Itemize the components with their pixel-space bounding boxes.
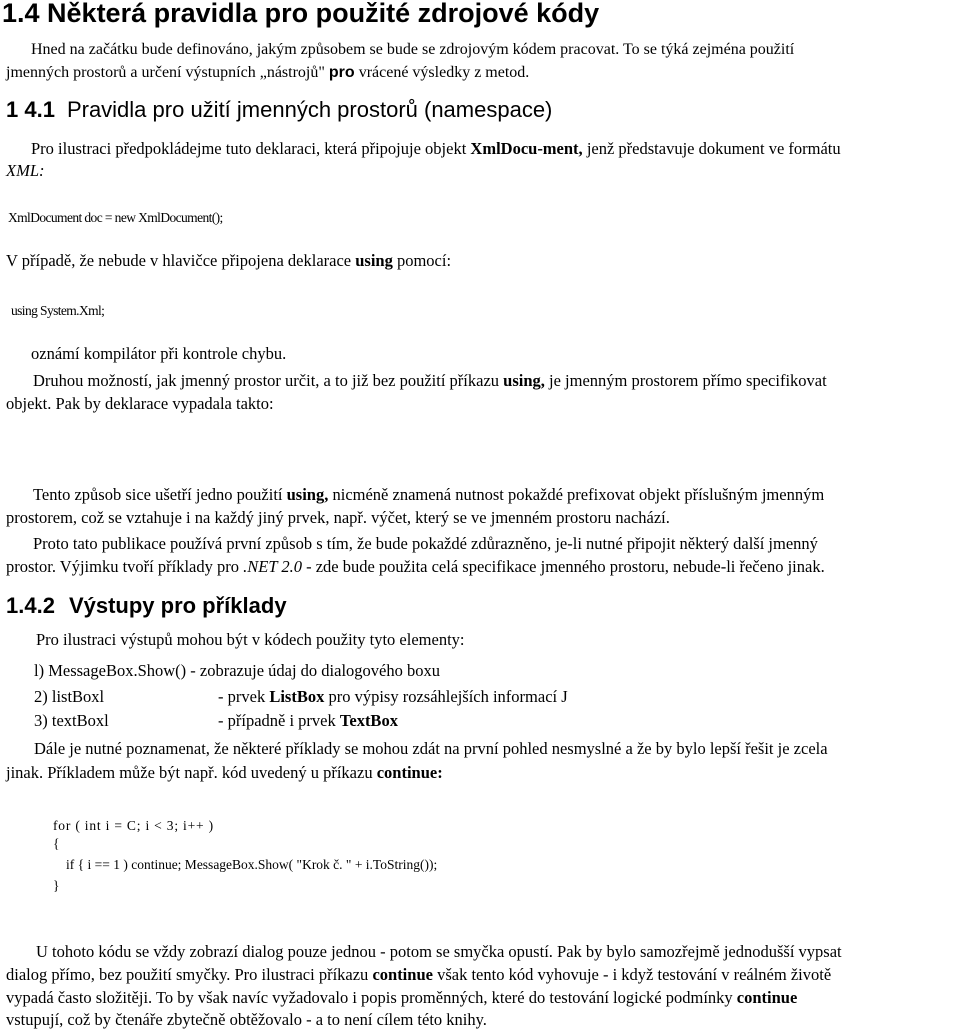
intro-text: jmenných prostorů a určení výstupních „nástrojů" — [6, 64, 329, 81]
p6-line-1: Proto tato publikace používá první způsob s tím, že bude pokaždé zdůrazněno, je-li nutné připojit některý další jmenný — [33, 534, 818, 553]
xml-label: XML: — [6, 161, 45, 180]
intro-line-2 — [6, 64, 529, 82]
intro-text-end: vrácené výsledky z metod. — [354, 64, 530, 81]
p2-bold-using: using — [355, 251, 393, 270]
p6-line-2 — [6, 557, 825, 577]
paragraph-using — [6, 251, 451, 271]
p6-text-end: - zde bude použita celá specifikace jmenného prostoru, nebude-li řečeno jinak. — [301, 557, 825, 576]
subsection-number-2: 1.4.2 — [6, 593, 55, 618]
p1-line-2 — [6, 161, 45, 181]
subsection-number: 1 4.1 — [6, 97, 55, 122]
p5-text-end: nicméně znamená nutnost pokaždé prefixovat objekt příslušným jmenným — [328, 485, 825, 504]
list-item-listbox-name: 2) listBoxl — [34, 687, 105, 706]
p8-bold-continue: continue: — [376, 763, 443, 782]
p9-line-2 — [6, 965, 831, 985]
list-item-textbox-name: 3) textBoxl — [34, 711, 109, 730]
p1-bold-xmldocument: XmlDocu-ment, — [470, 139, 583, 158]
p5-line-1 — [33, 485, 824, 505]
subsection-title: Pravidla pro užití jmenných prostorů (namespace) — [66, 97, 553, 122]
subsection-title-2: Výstupy pro příklady — [68, 593, 287, 618]
listbox-desc-text: - prvek — [218, 687, 270, 706]
p4-line-2: objekt. Pak by deklarace vypadala takto: — [6, 394, 274, 413]
paragraph-compiler-error: oznámí kompilátor při kontrole chybu. — [31, 344, 287, 363]
list-item-textbox — [34, 711, 109, 731]
p9-text-3: vypadá často složitěji. To by však navíc vyžadovalo i popis proměnných, které do testování logické podmínky — [6, 988, 737, 1007]
p1-line-1 — [31, 139, 841, 159]
p9-text: dialog přímo, bez použití smyčky. Pro ilustraci příkazu — [6, 965, 373, 984]
p9-bold-continue-2: continue — [736, 988, 798, 1007]
intro-bold-pro: pro — [328, 64, 355, 81]
p9-line-4: vstupují, což by čtenáře zbytečně obtěžovalo - a to není cílem této knihy. — [6, 1010, 487, 1029]
subsection-heading-outputs — [6, 593, 287, 619]
p8-line-1: Dále je nutné poznamenat, že některé příklady se mohou zdát na první pohled nesmyslné a že by bylo lepší řešit je zcela — [34, 739, 828, 758]
textbox-bold: TextBox — [339, 711, 398, 730]
code-line-close-brace: } — [53, 878, 60, 893]
p5-bold-using: using, — [286, 485, 329, 504]
code-line-for: for ( int i = C; i < 3; i++ ) — [53, 818, 214, 833]
list-item-messagebox: l) MessageBox.Show() - zobrazuje údaj do dialogového boxu — [34, 661, 440, 680]
p4-bold-using: using, — [503, 371, 545, 390]
p4-line-1 — [33, 371, 827, 391]
listbox-desc-end: pro výpisy rozsáhlejších informací J — [324, 687, 568, 706]
p2-text-end: pomocí: — [392, 251, 452, 270]
p5-line-2: prostorem, což se vztahuje i na každý jiný prvek, např. výčet, který se ve jmenném prostoru nachází. — [6, 508, 670, 527]
section-heading-1-4: 1.4 Některá pravidla pro použité zdrojové kódy — [2, 0, 600, 28]
p6-italic-net: .NET 2.0 — [243, 557, 302, 576]
p1-text-end: jenž představuje dokument ve formátu — [582, 139, 841, 158]
list-item-listbox-desc — [218, 687, 568, 707]
listbox-bold: ListBox — [269, 687, 325, 706]
p9-bold-continue: continue — [372, 965, 433, 984]
code-xmldocument-declaration: XmlDocument doc = new XmlDocument(); — [8, 210, 223, 225]
p9-line-3 — [6, 988, 797, 1008]
p2-text: V případě, že nebude v hlavičce připojena deklarace — [6, 251, 356, 270]
code-line-if: if { i == 1 ) continue; MessageBox.Show( "Krok č. " + i.ToString()); — [66, 857, 438, 872]
p8-text: jinak. Příkladem může být např. kód uvedený u příkazu — [6, 763, 377, 782]
textbox-desc-text: - případně i prvek — [218, 711, 340, 730]
p5-text: Tento způsob sice ušetří jedno použití — [33, 485, 287, 504]
p1-text: Pro ilustraci předpokládejme tuto deklaraci, která připojuje objekt — [31, 139, 471, 158]
p9-text-end: však tento kód vyhovuje - i když testování v reálném životě — [432, 965, 832, 984]
intro-line-1: Hned na začátku bude definováno, jakým způsobem se bude se zdrojovým kódem pracovat. To se týká zejména použití — [31, 41, 795, 58]
p4-text-end: je jmenným prostorem přímo specifikovat — [544, 371, 827, 390]
code-line-open-brace: { — [53, 836, 60, 851]
list-item-listbox — [34, 687, 104, 707]
p4-text: Druhou možností, jak jmenný prostor určit, a to již bez použití příkazu — [33, 371, 504, 390]
code-using-system-xml: using System.Xml; — [11, 303, 105, 318]
p6-text: prostor. Výjimku tvoří příklady pro — [6, 557, 244, 576]
subsection-heading-namespace — [6, 97, 552, 123]
p8-line-2 — [6, 763, 443, 783]
paragraph-output-elements: Pro ilustraci výstupů mohou být v kódech použity tyto elementy: — [36, 630, 465, 649]
list-item-textbox-desc — [218, 711, 398, 731]
p9-line-1: U tohoto kódu se vždy zobrazí dialog pouze jednou - potom se smyčka opustí. Pak by bylo samozřejmě jednodušší vypsat — [36, 942, 842, 961]
